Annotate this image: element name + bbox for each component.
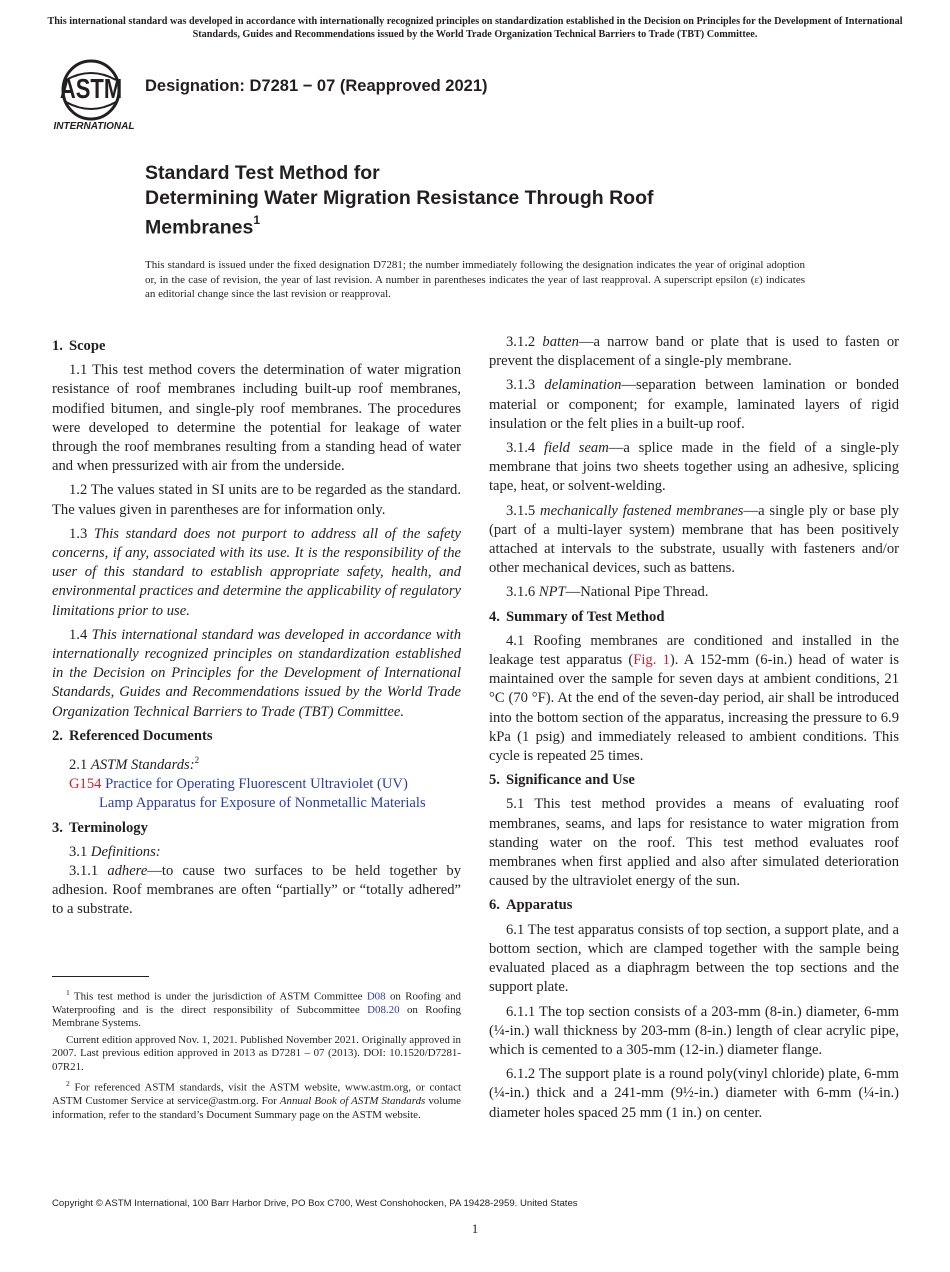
footnote-1: $^1$ This test method is under the jurisdiction of ASTM Committee D08 on Roofing and Waterproofing and is the direct responsibility of Subcommittee D08.20 on Roofing Membrane Systems.: [52, 988, 461, 1030]
committee-link[interactable]: D08: [366, 990, 386, 1003]
copyright-notice: Copyright © ASTM International, 100 Barr Harbor Drive, PO Box C700, West Conshohocken, PA 19428-2959. United States: [52, 1198, 578, 1209]
section-heading-referenced-documents: 2. Referenced Documents: [52, 727, 213, 744]
right-column: [489, 333, 899, 1128]
header-notice: This international standard was developed in accordance with internationally recognized principles on standardization established in the Decision on Principles for the Development of International Standards, Guides and Recommendations issued by the World Trade Organization Technical Barriers to Trade (TBT) Committee.: [47, 16, 903, 40]
figure-1-link[interactable]: Fig. 1: [633, 652, 670, 669]
footnote-1-edition: Current edition approved Nov. 1, 2021. Published November 2021. Originally approved in 2007. Last previous edition approved in 2013 as D7281 – 07 (2013). DOI: 10.1520/D7281-07R21.: [52, 1033, 461, 1073]
subcommittee-link[interactable]: D08.20: [367, 1004, 400, 1017]
paragraph-3-1-3: 3.1.3 delamination—separation between lamination or bonded material or component; for example, laminated layers of rigid insulation or the felt plies in a built-up roof.: [489, 377, 899, 432]
section-heading-terminology: 3. Terminology: [52, 819, 148, 836]
paragraph-1-3: 1.3 This standard does not purport to address all of the safety concerns, if any, associated with its use. It is the responsibility of the user of this standard to establish appropriate safety, health, and environmental practices and determine the applicability of regulatory limitations prior to use.: [52, 525, 461, 619]
left-column: [52, 333, 461, 925]
paragraph-1-4: 1.4 This international standard was developed in accordance with internationally recognized principles on standardization established in the Decision on Principles for the Development of International Standards, Guides and Recommendations issued by the World Trade Organization Technical Barriers to Trade (TBT) Committee.: [52, 626, 462, 720]
section-heading-summary: 4. Summary of Test Method: [489, 608, 665, 625]
paragraph-1-2: 1.2 The values stated in SI units are to be regarded as the standard. The values given in parentheses are for information only.: [52, 482, 461, 518]
section-heading-significance: 5. Significance and Use: [489, 772, 635, 789]
section-heading-scope: 1. Scope: [52, 338, 106, 354]
page-number: 1: [471, 1221, 479, 1236]
reference-g154[interactable]: [52, 775, 461, 813]
paragraph-6-1-2: 6.1.2 The support plate is a round poly(vinyl chloride) plate, 6-mm (¼-in.) thick and a 241-mm (9½-in.) diameter with 6-mm (¼-in.) diameter holes spaced 25 mm (1 in.) on center.: [489, 1066, 899, 1121]
title-line-3: Membranes: [145, 216, 254, 239]
paragraph-3-1-6: 3.1.6 NPT—National Pipe Thread.: [506, 584, 709, 601]
paragraph-3-1-2: 3.1.2 batten—a narrow band or plate that is used to fasten or prevent the displacement of a single-ply membrane.: [489, 334, 899, 370]
paragraph-6-1: 6.1 The test apparatus consists of top section, a support plate, and a bottom section, which are clamped together with the sample being evaluated placed as a diaphragm between the top sections and the support plate.: [489, 921, 899, 996]
reference-title-link[interactable]: Practice for Operating Fluorescent Ultraviolet (UV): [105, 776, 408, 793]
astm-logo: [52, 58, 136, 132]
footnotes: [52, 986, 461, 1125]
paragraph-1-1: 1.1 This test method covers the determination of water migration resistance of roof membranes including built-up roof membranes, modified bitumen, and single-ply roof membranes. The procedures were developed to determine the potential for leakage of water through the roof membranes resulting from a standing head of water and when pressurized with air from the underside.: [52, 362, 461, 475]
designation: Designation: D7281 − 07 (Reapproved 2021): [145, 77, 488, 95]
paragraph-3-1-5: 3.1.5 mechanically fastened membranes—a single ply or base ply (part of a multi-layer system) membrane that has been positively attached at intervals to the substrate, usually with fasteners and/or other mechanical devices, such as battens.: [489, 502, 900, 577]
paragraph-5-1: 5.1 This test method provides a means of evaluating roof membranes, seams, and laps for resistance to water migration from standing water on the roof. This test method evaluates roof membranes when first applied and also after simulated deterioration caused by the ultraviolet energy of the sun.: [489, 796, 899, 890]
section-heading-apparatus: 6. Apparatus: [489, 897, 573, 914]
standard-note: This standard is issued under the fixed designation D7281; the number immediately following the designation indicates the year of original adoption or, in the case of revision, the year of last revision. A number in parentheses indicates the year of last reapproval. A superscript epsilon (ε) indicates an editorial change since the last revision or reapproval.: [145, 259, 805, 300]
paragraph-4-1: 4.1 Roofing membranes are conditioned and installed in the leakage test apparatus (Fig. 1). A 152-mm (6-in.) head of water is maintained over the sample for seven days at ambient conditions, 21 °C (70 °F). At the end of the seven-day period, air shall be introduced into the bottom section of the apparatus, increasing the pressure to 6.9 kPa (1 psig) and immediately released to ambient conditions. This cycle is repeated 25 times.: [489, 632, 900, 765]
paragraph-2-1: 2.1 ASTM Standards:$^2$: [69, 755, 200, 773]
title-footnote-mark: 1: [253, 213, 261, 227]
title-line-1: Standard Test Method for: [145, 162, 380, 184]
paragraph-3-1: 3.1 Definitions:: [69, 843, 161, 860]
footnote-2: $^2$ For referenced ASTM standards, visit the ASTM website, www.astm.org, or contact ASTM Customer Service at service@astm.org. For Annual Book of ASTM Standards volume information, refer to the standard’s Document Summary page on the ASTM website.: [52, 1079, 461, 1121]
title-line-2: Determining Water Migration Resistance Through Roof: [145, 186, 654, 209]
footnote-divider: [52, 976, 149, 977]
paragraph-3-1-4: 3.1.4 field seam—a splice made in the field of a single-ply membrane that joins two sheets together using an adhesive, splicing tape, heat, or solvent-welding.: [489, 440, 899, 495]
reference-title-link-line2[interactable]: Lamp Apparatus for Exposure of Nonmetallic Materials: [99, 795, 426, 812]
document-title: [145, 161, 845, 240]
svg-text:INTERNATIONAL: INTERNATIONAL: [53, 121, 135, 132]
paragraph-6-1-1: 6.1.1 The top section consists of a 203-mm (8-in.) diameter, 6-mm (¼-in.) wall thickness by 203-mm (8-in.) length of clear acrylic pipe, which is cemented to a 305-mm (12-in.) diameter flange.: [489, 1003, 899, 1058]
astm-logo-icon: [52, 58, 136, 132]
reference-code-link[interactable]: G154: [69, 776, 102, 793]
svg-text:ASTM: ASTM: [59, 73, 123, 105]
paragraph-3-1-1: 3.1.1 adhere—to cause two surfaces to be held together by adhesion. Roof membranes are often “partially” or “totally adhered” to a substrate.: [52, 862, 461, 918]
